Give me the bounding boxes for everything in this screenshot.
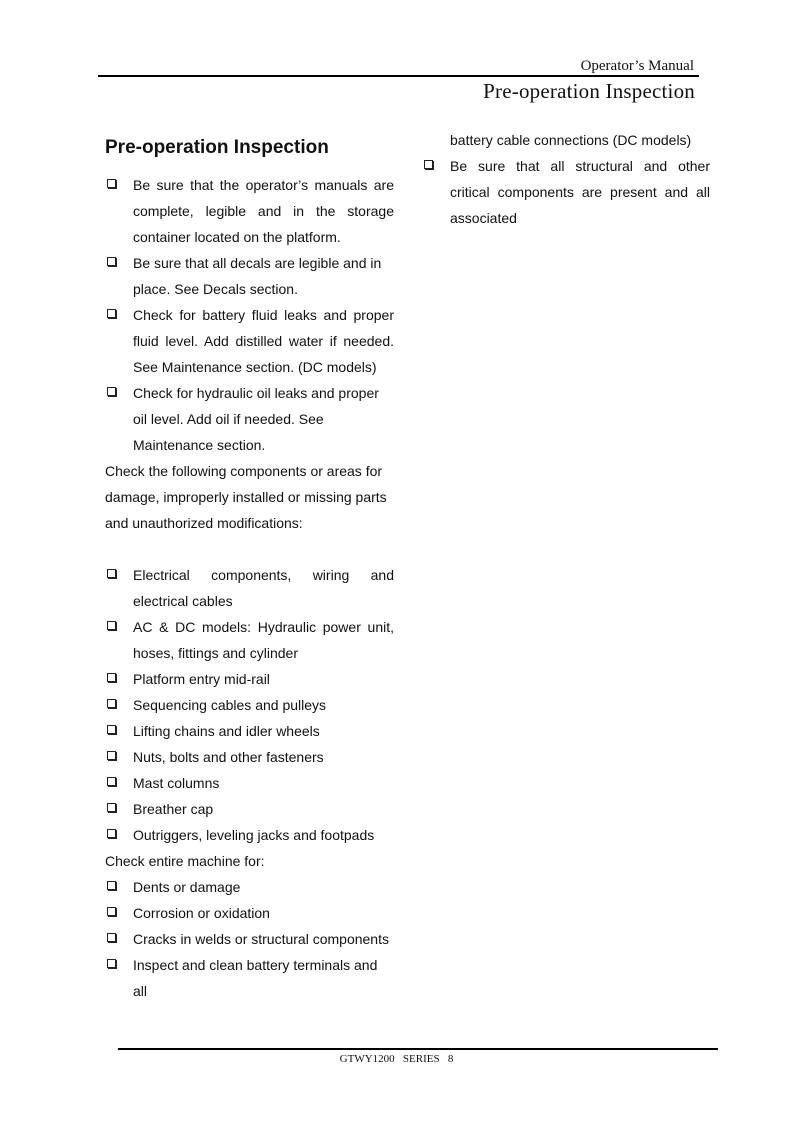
checklist-item: Breather cap: [105, 796, 394, 822]
checkbox-icon: [107, 309, 116, 318]
checklist-item: Electrical components, wiring and electrical cables: [105, 562, 394, 614]
instruction-paragraph: Check entire machine for:: [105, 853, 265, 869]
checkbox-icon: [107, 829, 116, 838]
checklist-item: Cracks in welds or structural components: [105, 926, 394, 952]
header-rule: [98, 75, 699, 77]
section-title: Pre-operation Inspection: [483, 79, 695, 103]
continued-text: battery cable connections (DC models): [450, 132, 692, 148]
checkbox-icon: [107, 673, 116, 682]
spacer: [105, 536, 394, 562]
checklist-item: Outriggers, leveling jacks and footpads: [105, 822, 394, 848]
instruction-paragraph: Check the following components or areas for damage, improperly installed or missing parts and unauthorized modifications:: [105, 463, 387, 531]
checkbox-icon: [107, 933, 116, 942]
checklist-item: Be sure that all structural and other critical components are present and all associated: [422, 153, 710, 231]
checkbox-icon: [107, 751, 116, 760]
checkbox-icon: [107, 959, 116, 968]
checklist-item: Nuts, bolts and other fasteners: [105, 744, 394, 770]
checklist-item: Sequencing cables and pulleys: [105, 692, 394, 718]
footer-rule: [118, 1048, 718, 1050]
page-heading: Pre-operation Inspection: [105, 137, 329, 158]
left-column: [105, 130, 394, 1004]
right-column: [422, 127, 710, 231]
checklist-item: Be sure that all decals are legible and in place. See Decals section.: [105, 250, 394, 302]
manual-title: Operator’s Manual: [580, 58, 694, 74]
checkbox-icon: [107, 803, 116, 812]
checkbox-icon: [107, 881, 116, 890]
checkbox-icon: [107, 699, 116, 708]
checklist-item: Be sure that the operator’s manuals are complete, legible and in the storage container located on the platform.: [105, 172, 394, 250]
checkbox-icon: [107, 569, 116, 578]
checkbox-icon: [107, 725, 116, 734]
checkbox-icon: [107, 621, 116, 630]
checkbox-icon: [424, 160, 433, 169]
checklist-item: Check for battery fluid leaks and proper fluid level. Add distilled water if needed. See Maintenance section. (DC models): [105, 302, 394, 380]
checklist-item: Inspect and clean battery terminals and all: [105, 952, 394, 1004]
footer-text: GTWY1200 SERIES 8: [339, 1053, 454, 1065]
checkbox-icon: [107, 907, 116, 916]
checkbox-icon: [107, 179, 116, 188]
checklist-item: Corrosion or oxidation: [105, 900, 394, 926]
checkbox-icon: [107, 777, 116, 786]
checklist-item: AC & DC models: Hydraulic power unit, hoses, fittings and cylinder: [105, 614, 394, 666]
checklist-item: Mast columns: [105, 770, 394, 796]
checklist-item: Lifting chains and idler wheels: [105, 718, 394, 744]
checkbox-icon: [107, 387, 116, 396]
checkbox-icon: [107, 257, 116, 266]
checklist-item: Platform entry mid-rail: [105, 666, 394, 692]
checklist-item: Check for hydraulic oil leaks and proper oil level. Add oil if needed. See Maintenance section.: [105, 380, 394, 458]
checklist-item: Dents or damage: [105, 874, 394, 900]
